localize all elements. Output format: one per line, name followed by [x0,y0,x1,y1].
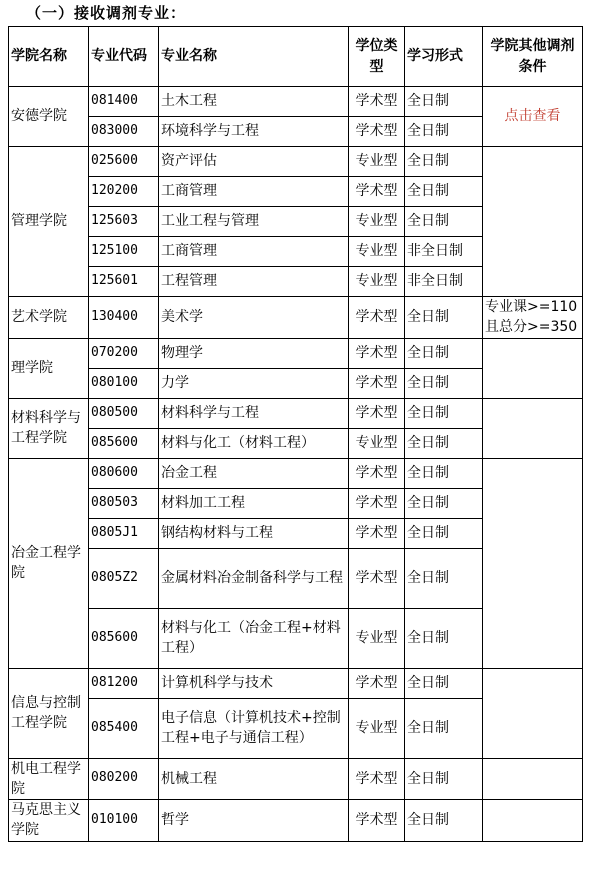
major-name-cell: 资产评估 [159,147,349,177]
major-name-cell: 哲学 [159,800,349,842]
header-conditions: 学院其他调剂条件 [483,27,583,87]
major-code-cell: 125601 [89,267,159,297]
header-mode: 学习形式 [405,27,483,87]
major-name-cell: 物理学 [159,338,349,368]
transfer-majors-table [8,26,583,842]
study-mode-cell: 全日制 [405,338,483,368]
major-code-cell: 085600 [89,428,159,458]
study-mode-cell: 全日制 [405,117,483,147]
transfer-condition-cell [483,800,583,842]
study-mode-cell: 全日制 [405,87,483,117]
major-name-cell: 材料与化工（冶金工程+材料工程） [159,608,349,668]
major-name-cell: 工业工程与管理 [159,207,349,237]
table-row [9,297,583,339]
transfer-condition-cell [483,398,583,458]
degree-type-cell: 专业型 [349,608,405,668]
study-mode-cell: 全日制 [405,758,483,800]
table-row [9,758,583,800]
study-mode-cell: 全日制 [405,608,483,668]
degree-type-cell: 学术型 [349,297,405,339]
major-code-cell: 085400 [89,698,159,758]
major-code-cell: 120200 [89,177,159,207]
degree-type-cell: 学术型 [349,117,405,147]
college-name-cell: 材料科学与工程学院 [9,398,89,458]
study-mode-cell: 全日制 [405,698,483,758]
college-name-cell: 管理学院 [9,147,89,297]
degree-type-cell: 学术型 [349,800,405,842]
degree-type-cell: 学术型 [349,548,405,608]
major-name-cell: 工商管理 [159,177,349,207]
study-mode-cell: 全日制 [405,297,483,339]
major-name-cell: 工商管理 [159,237,349,267]
table-row [9,398,583,428]
degree-type-cell: 学术型 [349,368,405,398]
major-code-cell: 080100 [89,368,159,398]
major-name-cell: 美术学 [159,297,349,339]
section-heading: （一）接收调剂专业： [26,4,187,22]
major-code-cell: 070200 [89,338,159,368]
study-mode-cell: 非全日制 [405,267,483,297]
major-code-cell: 0805J1 [89,518,159,548]
major-code-cell: 085600 [89,608,159,668]
degree-type-cell: 专业型 [349,207,405,237]
major-code-cell: 081400 [89,87,159,117]
study-mode-cell: 全日制 [405,177,483,207]
header-major: 专业名称 [159,27,349,87]
table-row [9,87,583,117]
college-name-cell: 理学院 [9,338,89,398]
major-code-cell: 080500 [89,398,159,428]
view-conditions-link[interactable]: 点击查看 [483,87,583,147]
college-name-cell: 艺术学院 [9,297,89,339]
major-name-cell: 土木工程 [159,87,349,117]
study-mode-cell: 全日制 [405,398,483,428]
major-code-cell: 025600 [89,147,159,177]
study-mode-cell: 全日制 [405,147,483,177]
degree-type-cell: 学术型 [349,87,405,117]
transfer-condition-cell [483,338,583,398]
major-name-cell: 材料加工工程 [159,488,349,518]
major-code-cell: 083000 [89,117,159,147]
major-name-cell: 机械工程 [159,758,349,800]
major-code-cell: 080600 [89,458,159,488]
transfer-condition-cell [483,147,583,297]
transfer-condition-cell [483,668,583,758]
major-name-cell: 工程管理 [159,267,349,297]
major-code-cell: 125100 [89,237,159,267]
major-name-cell: 环境科学与工程 [159,117,349,147]
major-name-cell: 金属材料冶金制备科学与工程 [159,548,349,608]
table-row [9,458,583,488]
major-code-cell: 0805Z2 [89,548,159,608]
major-code-cell: 125603 [89,207,159,237]
study-mode-cell: 全日制 [405,548,483,608]
study-mode-cell: 全日制 [405,428,483,458]
college-name-cell: 信息与控制工程学院 [9,668,89,758]
degree-type-cell: 专业型 [349,698,405,758]
college-name-cell: 冶金工程学院 [9,458,89,668]
major-name-cell: 材料科学与工程 [159,398,349,428]
header-code: 专业代码 [89,27,159,87]
table-row [9,800,583,842]
study-mode-cell: 全日制 [405,668,483,698]
table-header-row [9,27,583,87]
degree-type-cell: 专业型 [349,237,405,267]
major-name-cell: 钢结构材料与工程 [159,518,349,548]
degree-type-cell: 学术型 [349,338,405,368]
degree-type-cell: 学术型 [349,177,405,207]
major-name-cell: 计算机科学与技术 [159,668,349,698]
major-name-cell: 冶金工程 [159,458,349,488]
study-mode-cell: 全日制 [405,207,483,237]
table-row [9,668,583,698]
transfer-condition-cell [483,458,583,668]
study-mode-cell: 非全日制 [405,237,483,267]
table-row [9,147,583,177]
study-mode-cell: 全日制 [405,518,483,548]
degree-type-cell: 专业型 [349,428,405,458]
major-code-cell: 010100 [89,800,159,842]
major-code-cell: 080503 [89,488,159,518]
degree-type-cell: 学术型 [349,518,405,548]
major-name-cell: 电子信息（计算机技术+控制工程+电子与通信工程） [159,698,349,758]
college-name-cell: 马克思主义学院 [9,800,89,842]
degree-type-cell: 学术型 [349,668,405,698]
degree-type-cell: 专业型 [349,147,405,177]
transfer-condition-cell [483,758,583,800]
degree-type-cell: 学术型 [349,458,405,488]
major-name-cell: 材料与化工（材料工程） [159,428,349,458]
major-code-cell: 080200 [89,758,159,800]
degree-type-cell: 学术型 [349,488,405,518]
degree-type-cell: 学术型 [349,398,405,428]
study-mode-cell: 全日制 [405,368,483,398]
degree-type-cell: 学术型 [349,758,405,800]
header-degree: 学位类型 [349,27,405,87]
study-mode-cell: 全日制 [405,458,483,488]
major-name-cell: 力学 [159,368,349,398]
transfer-condition-cell: 专业课>=110且总分>=350 [483,297,583,339]
table-row [9,338,583,368]
study-mode-cell: 全日制 [405,800,483,842]
college-name-cell: 安德学院 [9,87,89,147]
header-college: 学院名称 [9,27,89,87]
college-name-cell: 机电工程学院 [9,758,89,800]
major-code-cell: 081200 [89,668,159,698]
degree-type-cell: 专业型 [349,267,405,297]
major-code-cell: 130400 [89,297,159,339]
study-mode-cell: 全日制 [405,488,483,518]
